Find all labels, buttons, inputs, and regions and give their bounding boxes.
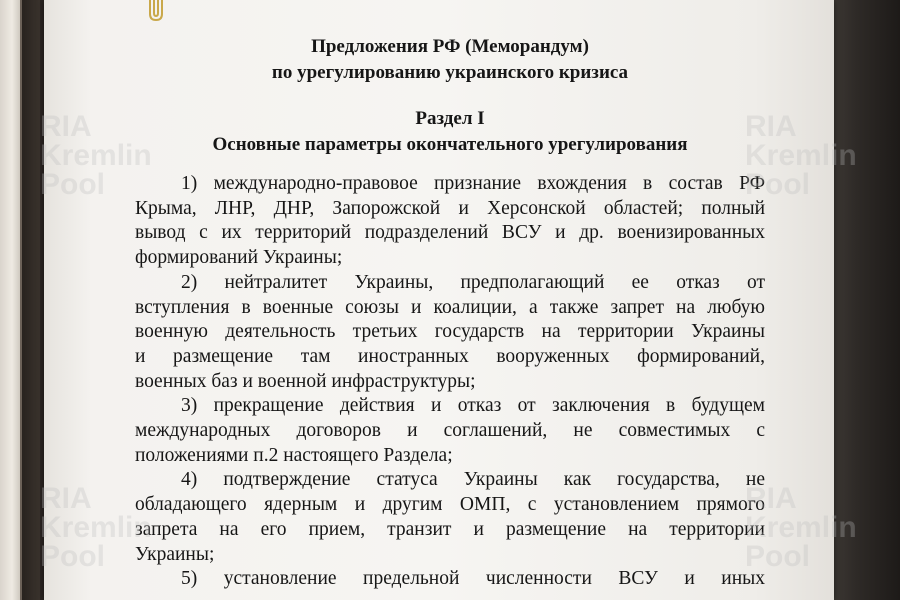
paragraph-line: 2) нейтралитет Украины, предполагающий ее отказ от: [181, 271, 765, 293]
watermark-top-right: RIA Kremlin Pool: [745, 110, 857, 201]
document-body: [135, 34, 765, 592]
paragraph-line: международных договоров и соглашений, не совместимых с: [135, 420, 765, 442]
watermark-bottom-right: RIA Kremlin Pool: [745, 482, 857, 573]
background-right: [828, 0, 900, 600]
paragraph-line: вступления в военные союзы и коалиции, а также запрет на любую: [135, 296, 765, 318]
paragraph-5: [135, 567, 765, 592]
paragraph-line: формирований Украины;: [135, 247, 343, 269]
paragraph-3: [135, 394, 765, 468]
paragraph-line: 4) подтверждение статуса Украины как государства, не: [181, 469, 765, 491]
paragraph-line: 5) установление предельной численности ВСУ и иных: [181, 568, 765, 590]
paragraph-line: военных баз и военной инфраструктуры;: [135, 370, 476, 392]
document-title-line2: по урегулированию украинского кризиса: [271, 62, 629, 83]
section-label: Раздел I: [415, 108, 485, 129]
watermark-top-left: RIA Kremlin Pool: [40, 110, 152, 201]
paragraph-line: вывод с их территорий подразделений ВСУ и др. военизированных: [135, 222, 765, 244]
section-title: Основные параметры окончательного урегулирования: [212, 134, 688, 155]
paragraph-line: 3) прекращение действия и отказ от заключения в будущем: [181, 395, 765, 417]
paragraph-line: военную деятельность третьих государств на территории Украины: [135, 321, 765, 343]
underlying-sheet-edge: [20, 0, 22, 600]
paragraph-1: [135, 172, 765, 271]
paragraph-line: Крыма, ЛНР, ДНР, Запорожской и Херсонской областей; полный: [135, 197, 765, 219]
paragraph-line: запрета на его прием, транзит и размещение на территории: [135, 518, 765, 540]
paperclip-icon: [142, 0, 172, 22]
paragraph-list: [135, 172, 765, 592]
paragraph-line: положениями п.2 настоящего Раздела;: [135, 444, 453, 466]
document-title-line1: Предложения РФ (Меморандум): [311, 36, 589, 57]
document-page: [44, 0, 834, 600]
underlying-sheet: [0, 0, 20, 600]
watermark-bottom-left: RIA Kremlin Pool: [40, 482, 152, 573]
paragraph-line: Украины;: [135, 543, 215, 565]
paragraph-4: [135, 468, 765, 567]
paragraph-line: и размещение там иностранных вооруженных формирований,: [135, 345, 765, 367]
paragraph-line: обладающего ядерным и другим ОМП, с установлением прямого: [135, 494, 765, 516]
paragraph-line: 1) международно-правовое признание вхождения в состав РФ: [181, 173, 765, 194]
paragraph-2: [135, 271, 765, 395]
